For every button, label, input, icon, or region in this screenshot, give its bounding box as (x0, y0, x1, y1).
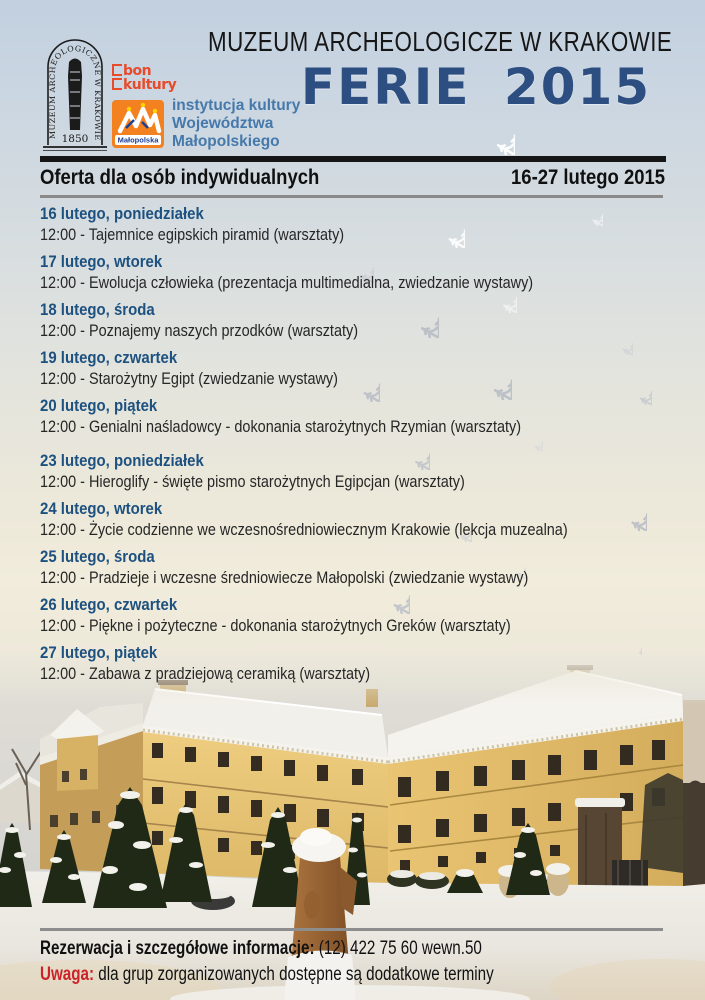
malopolska-label: Małopolska (117, 135, 159, 145)
contact-label: Rezerwacja i szczegółowe informacje: (40, 938, 315, 959)
museum-logo-year: 1850 (61, 133, 89, 145)
event-title: FERIE 2015 (300, 58, 652, 116)
schedule-date: 17 lutego, wtorek (40, 252, 163, 271)
schedule-event: 12:00 - Starożytny Egipt (zwiedzanie wystawy) (40, 369, 338, 388)
page-title: MUZEUM ARCHEOLOGICZE W KRAKOWIE (208, 26, 673, 57)
schedule-entry (40, 643, 670, 685)
snowflake-icon (471, 111, 515, 155)
schedule-date: 25 lutego, środa (40, 547, 155, 566)
schedule-event: 12:00 - Poznajemy naszych przodków (warsztaty) (40, 321, 359, 340)
notice-label: Uwaga: (40, 964, 95, 985)
schedule-event: 12:00 - Pradzieje i wczesne średniowiecze Małopolski (zwiedzanie wystawy) (40, 568, 529, 587)
schedule-date: 16 lutego, poniedziałek (40, 204, 204, 223)
footer-notice (40, 964, 607, 986)
schedule-entry (40, 499, 670, 541)
museum-logo (36, 14, 114, 154)
schedule-event: 12:00 - Piękne i pożyteczne - dokonania starożytnych Greków (warsztaty) (40, 616, 511, 635)
schedule-entry (40, 396, 670, 438)
schedule-date: 18 lutego, środa (40, 300, 155, 319)
schedule-event: 12:00 - Tajemnice egipskich piramid (warsztaty) (40, 225, 345, 244)
divider-line (40, 195, 663, 198)
schedule-event: 12:00 - Życie codzienne we wczesnośredniowiecznym Krakowie (lekcja muzealna) (40, 520, 568, 539)
schedule-date: 23 lutego, poniedziałek (40, 451, 204, 470)
schedule-date: 24 lutego, wtorek (40, 499, 163, 518)
malopolska-logo (112, 100, 164, 148)
schedule-event: 12:00 - Zabawa z pradziejową ceramiką (warsztaty) (40, 664, 371, 683)
footer-divider-line (40, 928, 663, 931)
offer-dates: 16-27 lutego 2015 (510, 166, 665, 189)
divider-bar (40, 156, 666, 162)
schedule-event: 12:00 - Hieroglify - święte pismo starożytnych Egipcjan (warsztaty) (40, 472, 465, 491)
schedule-event: 12:00 - Ewolucja człowieka (prezentacja multimedialna, zwiedzanie wystawy) (40, 273, 534, 292)
schedule-event: 12:00 - Genialni naśladowcy - dokonania starożytnych Rzymian (warsztaty) (40, 417, 522, 436)
schedule-entry (40, 451, 670, 493)
schedule-entry (40, 300, 670, 342)
offer-title: Oferta dla osób indywidualnych (40, 166, 320, 189)
notice-text: dla grup zorganizowanych dostępne są dodatkowe terminy (98, 964, 494, 985)
schedule-date: 19 lutego, czwartek (40, 348, 178, 367)
schedule-entry (40, 595, 670, 637)
schedule-entry (40, 348, 670, 390)
bon-kultury-glyph-icon (112, 64, 122, 76)
schedule-entry (40, 547, 670, 589)
contact-phone: (12) 422 75 60 wewn.50 (318, 938, 482, 959)
institution-caption: instytucja kultury Województwa Małopolskiego (172, 97, 301, 150)
schedule-entry (40, 252, 670, 294)
footer-contact (40, 938, 592, 960)
offer-bar (40, 166, 665, 192)
schedule-entry (40, 204, 670, 246)
bon-kultury-glyph-icon (112, 78, 122, 90)
bon-kultury-logo: bon kultury (112, 64, 176, 92)
schedule-date: 26 lutego, czwartek (40, 595, 178, 614)
schedule-list (40, 204, 670, 691)
schedule-date: 27 lutego, piątek (40, 643, 158, 662)
museum-logo-arc-text: MUZEUM ARCHEOLOGICZNE W KRAKOWIE (47, 43, 102, 141)
swiatowid-statue-icon (68, 59, 82, 131)
schedule-date: 20 lutego, piątek (40, 396, 158, 415)
